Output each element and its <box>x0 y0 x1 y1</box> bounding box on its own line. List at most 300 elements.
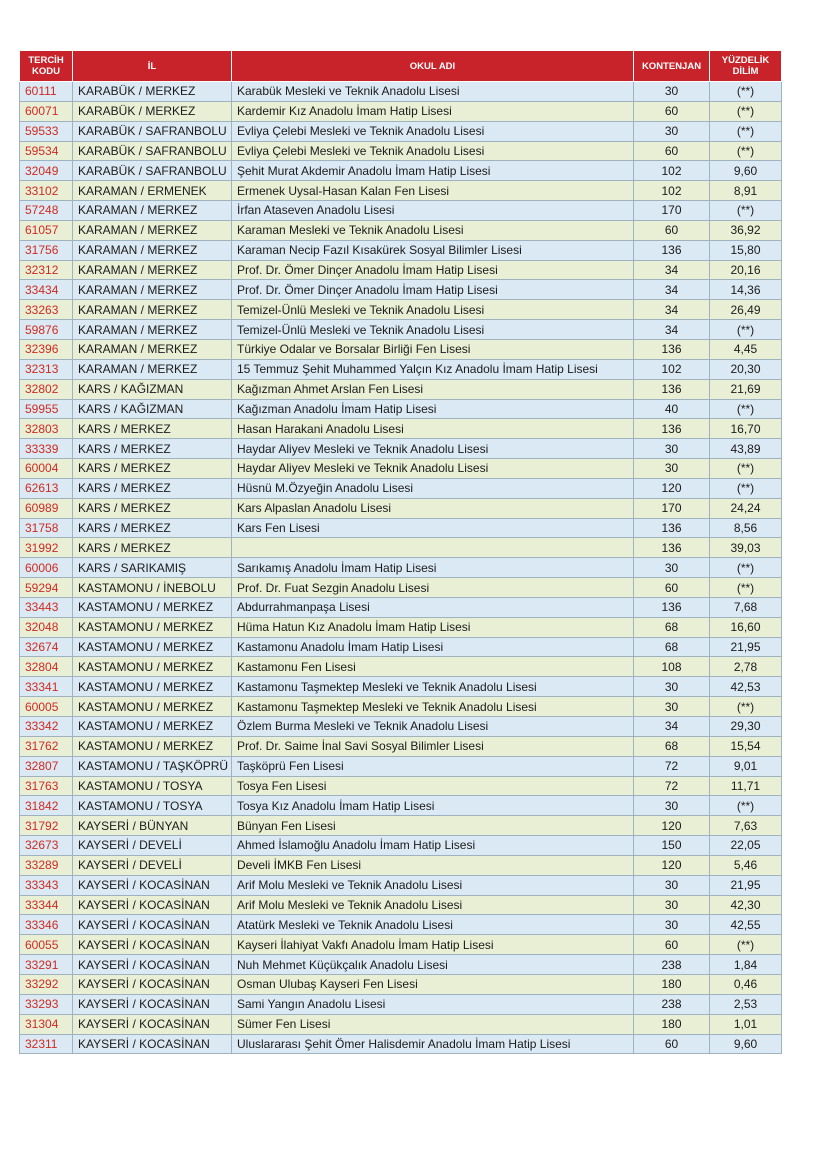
tercih-kodu-cell: 62613 <box>20 478 73 498</box>
tercih-kodu-cell: 33102 <box>20 181 73 201</box>
kontenjan-cell: 238 <box>634 955 710 975</box>
okul-adi-cell: Prof. Dr. Fuat Sezgin Anadolu Lisesi <box>232 578 634 598</box>
yuzdelik-dilim-cell: 7,68 <box>710 597 782 617</box>
il-cell: KARS / MERKEZ <box>73 498 232 518</box>
header-yuzdelik-dilim: YÜZDELİK DİLİM <box>710 51 782 82</box>
il-cell: KASTAMONU / MERKEZ <box>73 677 232 697</box>
yuzdelik-dilim-cell: (**) <box>710 478 782 498</box>
table-row <box>20 578 782 598</box>
okul-adi-cell: Prof. Dr. Ömer Dinçer Anadolu İmam Hatip Lisesi <box>232 280 634 300</box>
il-cell: KARAMAN / MERKEZ <box>73 320 232 340</box>
table-row <box>20 677 782 697</box>
kontenjan-cell: 34 <box>634 300 710 320</box>
tercih-kodu-cell: 32049 <box>20 161 73 181</box>
table-row <box>20 240 782 260</box>
tercih-kodu-cell: 61057 <box>20 220 73 240</box>
tercih-kodu-cell: 33342 <box>20 717 73 737</box>
yuzdelik-dilim-cell: 2,78 <box>710 657 782 677</box>
il-cell: KAYSERİ / KOCASİNAN <box>73 895 232 915</box>
okul-adi-cell: Hüma Hatun Kız Anadolu İmam Hatip Lisesi <box>232 617 634 637</box>
yuzdelik-dilim-cell: (**) <box>710 121 782 141</box>
okul-adi-cell: Kastamonu Anadolu İmam Hatip Lisesi <box>232 637 634 657</box>
okul-adi-cell: Hasan Harakani Anadolu Lisesi <box>232 419 634 439</box>
tercih-kodu-cell: 33346 <box>20 915 73 935</box>
table-row <box>20 776 782 796</box>
kontenjan-cell: 60 <box>634 101 710 121</box>
kontenjan-cell: 30 <box>634 121 710 141</box>
kontenjan-cell: 60 <box>634 578 710 598</box>
il-cell: KARS / MERKEZ <box>73 538 232 558</box>
tercih-kodu-cell: 59534 <box>20 141 73 161</box>
tercih-kodu-cell: 33263 <box>20 300 73 320</box>
kontenjan-cell: 30 <box>634 82 710 102</box>
il-cell: KARAMAN / MERKEZ <box>73 359 232 379</box>
table-row <box>20 915 782 935</box>
tercih-kodu-cell: 31792 <box>20 816 73 836</box>
table-row <box>20 935 782 955</box>
yuzdelik-dilim-cell: 20,30 <box>710 359 782 379</box>
yuzdelik-dilim-cell: 21,95 <box>710 875 782 895</box>
tercih-kodu-cell: 59955 <box>20 399 73 419</box>
kontenjan-cell: 30 <box>634 697 710 717</box>
yuzdelik-dilim-cell: 5,46 <box>710 855 782 875</box>
okul-adi-cell: İrfan Ataseven Anadolu Lisesi <box>232 201 634 221</box>
okul-adi-cell: Kastamonu Taşmektep Mesleki ve Teknik Anadolu Lisesi <box>232 677 634 697</box>
il-cell: KAYSERİ / KOCASİNAN <box>73 994 232 1014</box>
il-cell: KARAMAN / MERKEZ <box>73 339 232 359</box>
table-row <box>20 339 782 359</box>
header-okul-adi: OKUL ADI <box>232 51 634 82</box>
table-row <box>20 697 782 717</box>
il-cell: KAYSERİ / DEVELİ <box>73 855 232 875</box>
il-cell: KARABÜK / SAFRANBOLU <box>73 161 232 181</box>
okul-adi-cell: Tosya Fen Lisesi <box>232 776 634 796</box>
table-row <box>20 161 782 181</box>
kontenjan-cell: 120 <box>634 855 710 875</box>
tercih-kodu-cell: 60005 <box>20 697 73 717</box>
tercih-kodu-cell: 59876 <box>20 320 73 340</box>
tercih-kodu-cell: 31763 <box>20 776 73 796</box>
table-row <box>20 320 782 340</box>
il-cell: KARAMAN / ERMENEK <box>73 181 232 201</box>
table-row <box>20 459 782 479</box>
table-row <box>20 498 782 518</box>
table-row <box>20 736 782 756</box>
il-cell: KARS / MERKEZ <box>73 419 232 439</box>
yuzdelik-dilim-cell: 0,46 <box>710 974 782 994</box>
yuzdelik-dilim-cell: 15,54 <box>710 736 782 756</box>
table-row <box>20 101 782 121</box>
il-cell: KARS / MERKEZ <box>73 439 232 459</box>
okul-adi-cell: Karaman Necip Fazıl Kısakürek Sosyal Bilimler Lisesi <box>232 240 634 260</box>
il-cell: KARS / KAĞIZMAN <box>73 399 232 419</box>
okul-adi-cell: Arif Molu Mesleki ve Teknik Anadolu Lisesi <box>232 875 634 895</box>
il-cell: KASTAMONU / TAŞKÖPRÜ <box>73 756 232 776</box>
table-row <box>20 201 782 221</box>
tercih-kodu-cell: 31992 <box>20 538 73 558</box>
yuzdelik-dilim-cell: 7,63 <box>710 816 782 836</box>
tercih-kodu-cell: 59294 <box>20 578 73 598</box>
tercih-kodu-cell: 60006 <box>20 558 73 578</box>
table-row <box>20 439 782 459</box>
yuzdelik-dilim-cell: (**) <box>710 578 782 598</box>
yuzdelik-dilim-cell: (**) <box>710 320 782 340</box>
okul-adi-cell: Kars Fen Lisesi <box>232 518 634 538</box>
kontenjan-cell: 238 <box>634 994 710 1014</box>
okul-adi-cell: Ermenek Uysal-Hasan Kalan Fen Lisesi <box>232 181 634 201</box>
il-cell: KARABÜK / MERKEZ <box>73 82 232 102</box>
table-row <box>20 478 782 498</box>
kontenjan-cell: 34 <box>634 320 710 340</box>
yuzdelik-dilim-cell: 24,24 <box>710 498 782 518</box>
okul-adi-cell: Nuh Mehmet Küçükçalık Anadolu Lisesi <box>232 955 634 975</box>
tercih-kodu-cell: 33341 <box>20 677 73 697</box>
yuzdelik-dilim-cell: 22,05 <box>710 836 782 856</box>
tercih-kodu-cell: 32674 <box>20 637 73 657</box>
kontenjan-cell: 30 <box>634 895 710 915</box>
yuzdelik-dilim-cell: 2,53 <box>710 994 782 1014</box>
kontenjan-cell: 72 <box>634 756 710 776</box>
table-row <box>20 121 782 141</box>
okul-adi-cell: Prof. Dr. Saime İnal Savi Sosyal Bilimler Lisesi <box>232 736 634 756</box>
header-kontenjan: KONTENJAN <box>634 51 710 82</box>
yuzdelik-dilim-cell: 9,60 <box>710 161 782 181</box>
il-cell: KAYSERİ / KOCASİNAN <box>73 915 232 935</box>
header-tercih-kodu: TERCİH KODU <box>20 51 73 82</box>
kontenjan-cell: 30 <box>634 459 710 479</box>
okul-adi-cell: Kağızman Anadolu İmam Hatip Lisesi <box>232 399 634 419</box>
il-cell: KAYSERİ / KOCASİNAN <box>73 974 232 994</box>
okul-adi-cell: Temizel-Ünlü Mesleki ve Teknik Anadolu Lisesi <box>232 300 634 320</box>
kontenjan-cell: 180 <box>634 1014 710 1034</box>
okul-adi-cell: Temizel-Ünlü Mesleki ve Teknik Anadolu Lisesi <box>232 320 634 340</box>
tercih-kodu-cell: 32802 <box>20 379 73 399</box>
il-cell: KARAMAN / MERKEZ <box>73 260 232 280</box>
il-cell: KARAMAN / MERKEZ <box>73 220 232 240</box>
kontenjan-cell: 34 <box>634 260 710 280</box>
il-cell: KARS / KAĞIZMAN <box>73 379 232 399</box>
il-cell: KAYSERİ / BÜNYAN <box>73 816 232 836</box>
tercih-kodu-cell: 32804 <box>20 657 73 677</box>
yuzdelik-dilim-cell: 1,01 <box>710 1014 782 1034</box>
okul-adi-cell: Arif Molu Mesleki ve Teknik Anadolu Lisesi <box>232 895 634 915</box>
il-cell: KASTAMONU / MERKEZ <box>73 597 232 617</box>
okul-adi-cell: Kayseri İlahiyat Vakfı Anadolu İmam Hatip Lisesi <box>232 935 634 955</box>
table-row <box>20 617 782 637</box>
il-cell: KARAMAN / MERKEZ <box>73 201 232 221</box>
okul-adi-cell: Ahmed İslamoğlu Anadolu İmam Hatip Lisesi <box>232 836 634 856</box>
il-cell: KASTAMONU / TOSYA <box>73 776 232 796</box>
okul-adi-cell: Kardemir Kız Anadolu İmam Hatip Lisesi <box>232 101 634 121</box>
tercih-kodu-cell: 33344 <box>20 895 73 915</box>
kontenjan-cell: 136 <box>634 339 710 359</box>
kontenjan-cell: 30 <box>634 677 710 697</box>
il-cell: KASTAMONU / MERKEZ <box>73 717 232 737</box>
yuzdelik-dilim-cell: 4,45 <box>710 339 782 359</box>
okul-adi-cell: Sümer Fen Lisesi <box>232 1014 634 1034</box>
yuzdelik-dilim-cell: 16,60 <box>710 617 782 637</box>
il-cell: KASTAMONU / MERKEZ <box>73 736 232 756</box>
yuzdelik-dilim-cell: (**) <box>710 82 782 102</box>
table-row <box>20 359 782 379</box>
okul-adi-cell: Özlem Burma Mesleki ve Teknik Anadolu Lisesi <box>232 717 634 737</box>
tercih-kodu-cell: 60071 <box>20 101 73 121</box>
yuzdelik-dilim-cell: 42,55 <box>710 915 782 935</box>
il-cell: KARABÜK / SAFRANBOLU <box>73 121 232 141</box>
table-row <box>20 816 782 836</box>
il-cell: KAYSERİ / KOCASİNAN <box>73 1034 232 1054</box>
table-row <box>20 300 782 320</box>
yuzdelik-dilim-cell: 14,36 <box>710 280 782 300</box>
okul-adi-cell: Şehit Murat Akdemir Anadolu İmam Hatip Lisesi <box>232 161 634 181</box>
yuzdelik-dilim-cell: (**) <box>710 459 782 479</box>
il-cell: KARS / SARIKAMIŞ <box>73 558 232 578</box>
kontenjan-cell: 72 <box>634 776 710 796</box>
okul-adi-cell: Tosya Kız Anadolu İmam Hatip Lisesi <box>232 796 634 816</box>
yuzdelik-dilim-cell: 8,91 <box>710 181 782 201</box>
tercih-kodu-cell: 32807 <box>20 756 73 776</box>
table-row <box>20 558 782 578</box>
okul-adi-cell: Haydar Aliyev Mesleki ve Teknik Anadolu Lisesi <box>232 439 634 459</box>
kontenjan-cell: 102 <box>634 359 710 379</box>
table-row <box>20 82 782 102</box>
table-row <box>20 796 782 816</box>
kontenjan-cell: 68 <box>634 617 710 637</box>
yuzdelik-dilim-cell: (**) <box>710 697 782 717</box>
yuzdelik-dilim-cell: 1,84 <box>710 955 782 975</box>
kontenjan-cell: 60 <box>634 1034 710 1054</box>
kontenjan-cell: 30 <box>634 915 710 935</box>
il-cell: KARAMAN / MERKEZ <box>73 240 232 260</box>
okul-adi-cell: Kars Alpaslan Anadolu Lisesi <box>232 498 634 518</box>
kontenjan-cell: 68 <box>634 637 710 657</box>
table-row <box>20 657 782 677</box>
il-cell: KAYSERİ / KOCASİNAN <box>73 955 232 975</box>
tercih-kodu-cell: 32803 <box>20 419 73 439</box>
tercih-kodu-cell: 57248 <box>20 201 73 221</box>
yuzdelik-dilim-cell: 36,92 <box>710 220 782 240</box>
table-row <box>20 399 782 419</box>
okul-adi-cell: Sarıkamış Anadolu İmam Hatip Lisesi <box>232 558 634 578</box>
tercih-kodu-cell: 31304 <box>20 1014 73 1034</box>
kontenjan-cell: 102 <box>634 161 710 181</box>
okul-adi-cell: Uluslararası Şehit Ömer Halisdemir Anadolu İmam Hatip Lisesi <box>232 1034 634 1054</box>
okul-adi-cell: Haydar Aliyev Mesleki ve Teknik Anadolu Lisesi <box>232 459 634 479</box>
okul-adi-cell: Abdurrahmanpaşa Lisesi <box>232 597 634 617</box>
table-row <box>20 538 782 558</box>
table-row <box>20 280 782 300</box>
okul-adi-cell <box>232 538 634 558</box>
okul-adi-cell: Karaman Mesleki ve Teknik Anadolu Lisesi <box>232 220 634 240</box>
il-cell: KAYSERİ / KOCASİNAN <box>73 935 232 955</box>
il-cell: KARABÜK / SAFRANBOLU <box>73 141 232 161</box>
kontenjan-cell: 60 <box>634 141 710 161</box>
tercih-kodu-cell: 60989 <box>20 498 73 518</box>
tercih-kodu-cell: 60055 <box>20 935 73 955</box>
yuzdelik-dilim-cell: 21,95 <box>710 637 782 657</box>
kontenjan-cell: 60 <box>634 220 710 240</box>
kontenjan-cell: 30 <box>634 875 710 895</box>
okul-adi-cell: Develi İMKB Fen Lisesi <box>232 855 634 875</box>
tercih-kodu-cell: 33293 <box>20 994 73 1014</box>
il-cell: KARAMAN / MERKEZ <box>73 300 232 320</box>
il-cell: KASTAMONU / MERKEZ <box>73 697 232 717</box>
okul-adi-cell: 15 Temmuz Şehit Muhammed Yalçın Kız Anadolu İmam Hatip Lisesi <box>232 359 634 379</box>
table-header-row <box>20 51 782 82</box>
okul-adi-cell: Prof. Dr. Ömer Dinçer Anadolu İmam Hatip Lisesi <box>232 260 634 280</box>
table-row <box>20 895 782 915</box>
il-cell: KASTAMONU / MERKEZ <box>73 637 232 657</box>
tercih-kodu-cell: 33443 <box>20 597 73 617</box>
tercih-kodu-cell: 31758 <box>20 518 73 538</box>
kontenjan-cell: 136 <box>634 597 710 617</box>
okul-adi-cell: Atatürk Mesleki ve Teknik Anadolu Lisesi <box>232 915 634 935</box>
il-cell: KASTAMONU / MERKEZ <box>73 617 232 637</box>
tercih-kodu-cell: 33291 <box>20 955 73 975</box>
tercih-kodu-cell: 31756 <box>20 240 73 260</box>
table-row <box>20 717 782 737</box>
okul-adi-cell: Evliya Çelebi Mesleki ve Teknik Anadolu Lisesi <box>232 141 634 161</box>
tercih-kodu-cell: 32311 <box>20 1034 73 1054</box>
kontenjan-cell: 180 <box>634 974 710 994</box>
yuzdelik-dilim-cell: 42,30 <box>710 895 782 915</box>
kontenjan-cell: 102 <box>634 181 710 201</box>
tercih-kodu-cell: 33434 <box>20 280 73 300</box>
yuzdelik-dilim-cell: 16,70 <box>710 419 782 439</box>
tercih-kodu-cell: 31762 <box>20 736 73 756</box>
yuzdelik-dilim-cell: (**) <box>710 796 782 816</box>
kontenjan-cell: 136 <box>634 240 710 260</box>
yuzdelik-dilim-cell: 9,01 <box>710 756 782 776</box>
yuzdelik-dilim-cell: 8,56 <box>710 518 782 538</box>
il-cell: KARAMAN / MERKEZ <box>73 280 232 300</box>
kontenjan-cell: 108 <box>634 657 710 677</box>
il-cell: KARABÜK / MERKEZ <box>73 101 232 121</box>
il-cell: KASTAMONU / MERKEZ <box>73 657 232 677</box>
table-row <box>20 1014 782 1034</box>
tercih-kodu-cell: 32312 <box>20 260 73 280</box>
il-cell: KARS / MERKEZ <box>73 518 232 538</box>
header-il: İL <box>73 51 232 82</box>
yuzdelik-dilim-cell: (**) <box>710 201 782 221</box>
kontenjan-cell: 34 <box>634 280 710 300</box>
kontenjan-cell: 136 <box>634 538 710 558</box>
okul-adi-cell: Hüsnü M.Özyeğin Anadolu Lisesi <box>232 478 634 498</box>
kontenjan-cell: 170 <box>634 498 710 518</box>
yuzdelik-dilim-cell: (**) <box>710 101 782 121</box>
kontenjan-cell: 30 <box>634 558 710 578</box>
tercih-kodu-cell: 32673 <box>20 836 73 856</box>
table-row <box>20 260 782 280</box>
table-body <box>20 82 782 1054</box>
yuzdelik-dilim-cell: (**) <box>710 558 782 578</box>
kontenjan-cell: 120 <box>634 478 710 498</box>
yuzdelik-dilim-cell: 21,69 <box>710 379 782 399</box>
tercih-kodu-cell: 32048 <box>20 617 73 637</box>
kontenjan-cell: 136 <box>634 518 710 538</box>
kontenjan-cell: 40 <box>634 399 710 419</box>
yuzdelik-dilim-cell: (**) <box>710 935 782 955</box>
okul-adi-cell: Bünyan Fen Lisesi <box>232 816 634 836</box>
yuzdelik-dilim-cell: (**) <box>710 141 782 161</box>
okul-adi-cell: Karabük Mesleki ve Teknik Anadolu Lisesi <box>232 82 634 102</box>
kontenjan-cell: 60 <box>634 935 710 955</box>
yuzdelik-dilim-cell: 20,16 <box>710 260 782 280</box>
il-cell: KARS / MERKEZ <box>73 459 232 479</box>
table-row <box>20 1034 782 1054</box>
il-cell: KAYSERİ / KOCASİNAN <box>73 1014 232 1034</box>
tercih-kodu-cell: 59533 <box>20 121 73 141</box>
school-table <box>19 50 782 1054</box>
table-row <box>20 181 782 201</box>
table-row <box>20 974 782 994</box>
kontenjan-cell: 136 <box>634 419 710 439</box>
table-row <box>20 379 782 399</box>
table-row <box>20 637 782 657</box>
table-row <box>20 994 782 1014</box>
okul-adi-cell: Taşköprü Fen Lisesi <box>232 756 634 776</box>
table-row <box>20 836 782 856</box>
okul-adi-cell: Sami Yangın Anadolu Lisesi <box>232 994 634 1014</box>
school-table-container <box>19 50 781 1054</box>
kontenjan-cell: 150 <box>634 836 710 856</box>
tercih-kodu-cell: 60111 <box>20 82 73 102</box>
table-row <box>20 955 782 975</box>
kontenjan-cell: 68 <box>634 736 710 756</box>
yuzdelik-dilim-cell: 11,71 <box>710 776 782 796</box>
okul-adi-cell: Türkiye Odalar ve Borsalar Birliği Fen Lisesi <box>232 339 634 359</box>
tercih-kodu-cell: 32313 <box>20 359 73 379</box>
tercih-kodu-cell: 33292 <box>20 974 73 994</box>
yuzdelik-dilim-cell: 15,80 <box>710 240 782 260</box>
il-cell: KAYSERİ / DEVELİ <box>73 836 232 856</box>
okul-adi-cell: Kastamonu Taşmektep Mesleki ve Teknik Anadolu Lisesi <box>232 697 634 717</box>
table-row <box>20 419 782 439</box>
yuzdelik-dilim-cell: 39,03 <box>710 538 782 558</box>
tercih-kodu-cell: 32396 <box>20 339 73 359</box>
il-cell: KARS / MERKEZ <box>73 478 232 498</box>
table-row <box>20 220 782 240</box>
table-row <box>20 141 782 161</box>
okul-adi-cell: Kastamonu Fen Lisesi <box>232 657 634 677</box>
tercih-kodu-cell: 60004 <box>20 459 73 479</box>
il-cell: KASTAMONU / İNEBOLU <box>73 578 232 598</box>
okul-adi-cell: Kağızman Ahmet Arslan Fen Lisesi <box>232 379 634 399</box>
kontenjan-cell: 34 <box>634 717 710 737</box>
table-row <box>20 597 782 617</box>
tercih-kodu-cell: 33289 <box>20 855 73 875</box>
table-row <box>20 875 782 895</box>
okul-adi-cell: Osman Ulubaş Kayseri Fen Lisesi <box>232 974 634 994</box>
tercih-kodu-cell: 33343 <box>20 875 73 895</box>
kontenjan-cell: 170 <box>634 201 710 221</box>
yuzdelik-dilim-cell: 9,60 <box>710 1034 782 1054</box>
yuzdelik-dilim-cell: 43,89 <box>710 439 782 459</box>
yuzdelik-dilim-cell: 29,30 <box>710 717 782 737</box>
kontenjan-cell: 136 <box>634 379 710 399</box>
table-row <box>20 855 782 875</box>
okul-adi-cell: Evliya Çelebi Mesleki ve Teknik Anadolu Lisesi <box>232 121 634 141</box>
yuzdelik-dilim-cell: 42,53 <box>710 677 782 697</box>
il-cell: KAYSERİ / KOCASİNAN <box>73 875 232 895</box>
kontenjan-cell: 30 <box>634 439 710 459</box>
kontenjan-cell: 120 <box>634 816 710 836</box>
tercih-kodu-cell: 31842 <box>20 796 73 816</box>
kontenjan-cell: 30 <box>634 796 710 816</box>
table-row <box>20 756 782 776</box>
yuzdelik-dilim-cell: 26,49 <box>710 300 782 320</box>
yuzdelik-dilim-cell: (**) <box>710 399 782 419</box>
